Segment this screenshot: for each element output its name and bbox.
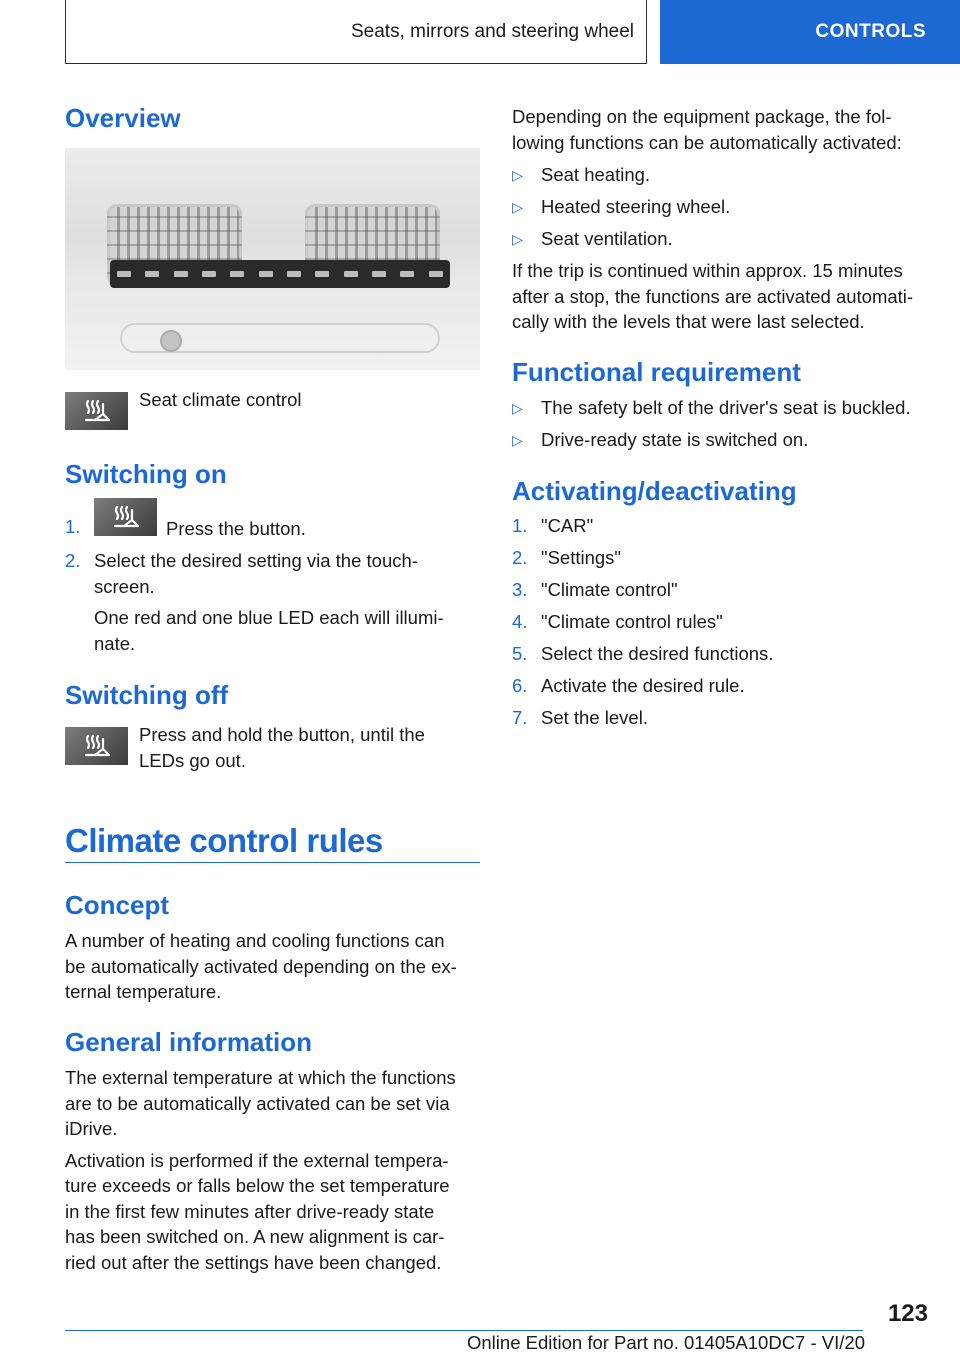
list-item: ▷ The safety belt of the driver's seat is buckled. xyxy=(512,395,911,421)
list-item: ▷ Drive-ready state is switched on. xyxy=(512,427,911,453)
requirement-list xyxy=(512,395,911,453)
list-item: 5. Select the desired functions. xyxy=(512,643,774,664)
list-item: ▷ Seat heating. xyxy=(512,162,730,188)
switching-off-text: Press and hold the button, until the LEDs go out. xyxy=(139,724,425,771)
seat-climate-icon xyxy=(94,498,157,536)
list-item: ▷ Heated steering wheel. xyxy=(512,194,730,220)
list-item: 7. Set the level. xyxy=(512,707,648,728)
step-text: Press the button. xyxy=(166,518,306,539)
step-number: 2. xyxy=(65,550,81,571)
activation-steps xyxy=(512,513,773,731)
list-item: ▷ Seat ventilation. xyxy=(512,226,730,252)
general-info-heading: General information xyxy=(65,1027,313,1057)
heading-rule xyxy=(65,862,480,863)
step-number: 1. xyxy=(65,516,81,537)
led-note: One red and one blue LED each will illumi- xyxy=(94,607,444,628)
header-section-title: Seats, mirrors and steering wheel xyxy=(350,20,634,42)
footer-rule xyxy=(65,1330,863,1331)
list-item: 4. "Climate control rules" xyxy=(512,611,723,632)
overview-heading: Overview xyxy=(65,103,181,133)
seat-climate-icon xyxy=(65,727,128,765)
list-item: 1. "CAR" xyxy=(512,515,594,536)
climate-rules-heading: Climate control rules xyxy=(65,822,383,859)
climate-panel-photo xyxy=(65,148,480,370)
list-item: 3. "Climate control" xyxy=(512,579,678,600)
intro-text: Depending on the equipment package, the fol- lowing functions can be automatically activated: xyxy=(512,106,902,153)
concept-text: A number of heating and cooling functions can be automatically activated depending on the ex- ternal temperature. xyxy=(65,930,457,1002)
header-section-tab xyxy=(65,0,647,64)
step-text: Select the desired setting via the touch- screen. One red and one blue LED each will illumi- nate. xyxy=(94,550,444,654)
switching-off-heading: Switching off xyxy=(65,680,229,710)
seat-climate-caption: Seat climate control xyxy=(139,389,302,410)
concept-heading: Concept xyxy=(65,890,169,920)
seat-climate-icon xyxy=(65,392,128,430)
triangle-bullet-icon: ▷ xyxy=(512,167,523,183)
switching-on-heading: Switching on xyxy=(65,459,227,489)
climate-button-strip xyxy=(110,260,450,288)
list-item: 2. "Settings" xyxy=(512,547,621,568)
triangle-bullet-icon: ▷ xyxy=(512,199,523,215)
continued-text: If the trip is continued within approx. 15 minutes after a stop, the functions are activated automati- cally with the levels that were last selected. xyxy=(512,260,914,332)
general-info-text: The external temperature at which the functions are to be automatically activated can be set via iDrive. Activation is performed if the external tempera- ture exceeds or falls below the set temperature in the first few minutes after drive-ready state has been switched on. A new alignment is car- ried out after the settings have been changed. xyxy=(65,1067,456,1273)
volume-knob xyxy=(160,330,182,352)
functional-requirement-heading: Functional requirement xyxy=(512,357,801,387)
triangle-bullet-icon: ▷ xyxy=(512,432,523,448)
page-number: 123 xyxy=(887,1300,928,1327)
triangle-bullet-icon: ▷ xyxy=(512,400,523,416)
header-chapter-title: CONTROLS xyxy=(815,21,926,42)
triangle-bullet-icon: ▷ xyxy=(512,231,523,247)
edition-text: Online Edition for Part no. 01405A10DC7 - VI/20 xyxy=(467,1332,865,1353)
list-item: 6. Activate the desired rule. xyxy=(512,675,745,696)
activating-heading: Activating/deactivating xyxy=(512,476,797,506)
header-chapter-tab xyxy=(660,0,960,64)
function-list xyxy=(512,162,730,252)
